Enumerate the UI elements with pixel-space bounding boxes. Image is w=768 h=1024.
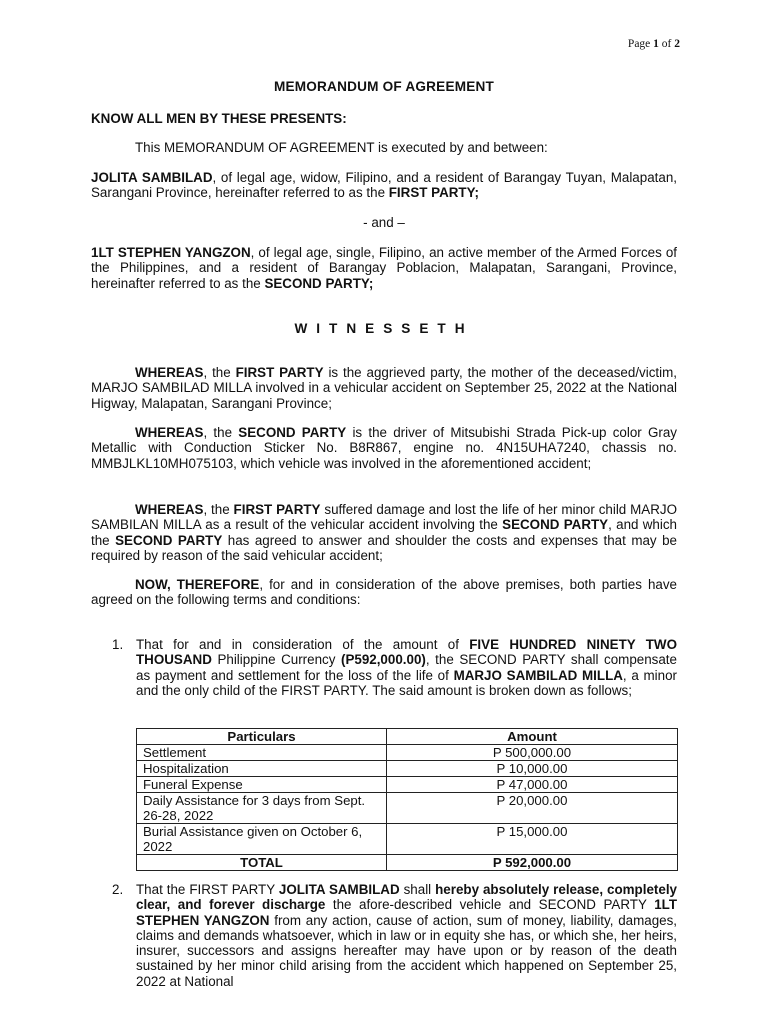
second-party-paragraph: 1LT STEPHEN YANGZON, of legal age, single, Filipino, an active member of the Armed Forces of the Philippines, and a resident of Barangay Poblacion, Malapatan, Sarangani, Province, hereinafter referred to as the SECOND PARTY; — [91, 245, 678, 291]
table-row — [137, 793, 678, 824]
total-amount: P 592,000.00 — [387, 855, 678, 871]
whereas-paragraph-1: WHEREAS, the FIRST PARTY is the aggrieved party, the mother of the deceased/victim, MARJO SAMBILAD MILLA involved in a vehicular accident on September 25, 2022 at the National Higway, Malapatan, Sarangani Province; — [91, 365, 677, 411]
amount-cell: P 20,000.00 — [387, 793, 678, 824]
know-all-heading: KNOW ALL MEN BY THESE PRESENTS: — [91, 111, 347, 126]
first-party-paragraph: JOLITA SAMBILAD, of legal age, widow, Filipino, and a resident of Barangay Tuyan, Malapatan, Sarangani Province, hereinafter referred to as the FIRST PARTY; — [91, 170, 677, 201]
whereas-paragraph-3: WHEREAS, the FIRST PARTY suffered damage and lost the life of her minor child MARJO SAMBILAN MILLA as a result of the vehicular accident involving the SECOND PARTY, and which the SECOND PARTY has agreed to answer and shoulder the costs and expenses that may be required by reason of the said vehicular accident; — [91, 502, 677, 563]
term-item-1-text: That for and in consideration of the amount of FIVE HUNDRED NINETY TWO THOUSAND Philippine Currency (P592,000.00), the SECOND PARTY shall compensate as payment and settlement for the loss of the life of MARJO SAMBILAD MILLA, a minor and the only child of the FIRST PARTY. The said amount is broken down as follows; — [136, 637, 677, 698]
term-item-2-text: That the FIRST PARTY JOLITA SAMBILAD shall hereby absolutely release, completely clear, and forever discharge the afore-described vehicle and SECOND PARTY 1LT STEPHEN YANGZON from any action, cause of action, sum of money, liability, damages, claims and demands whatsoever, which in law or in equity she has, or which she, her heirs, insurer, successors and assigns hereafter may have upon or by reason of the death sustained by her minor child arising from the accident which happened on September 25, 2022 at National — [136, 882, 677, 989]
particular-cell: Funeral Expense — [137, 777, 387, 793]
amount-cell: P 15,000.00 — [387, 824, 678, 855]
particular-cell: Hospitalization — [137, 761, 387, 777]
list-number: 1. — [112, 637, 124, 652]
table-row — [137, 777, 678, 793]
whereas-paragraph-2: WHEREAS, the SECOND PARTY is the driver of Mitsubishi Strada Pick-up color Gray Metallic with Conduction Sticker No. B8R867, engine no. 4N15UHA7240, chassis no. MMBJLKL10MH075103, which vehicle was involved in the aforementioned accident; — [91, 425, 677, 471]
table-row — [137, 824, 678, 855]
breakdown-table — [136, 728, 678, 871]
table-header-row — [137, 729, 678, 745]
total-label: TOTAL — [137, 855, 387, 871]
term-item-1 — [112, 637, 677, 698]
page-number: Page 1 of 2 — [627, 38, 680, 50]
witnesseth-heading: WITNESSETH — [294, 321, 474, 336]
particular-cell: Settlement — [137, 745, 387, 761]
table-total-row — [137, 855, 678, 871]
table-row — [137, 745, 678, 761]
document-title: MEMORANDUM OF AGREEMENT — [273, 79, 495, 94]
column-header-amount: Amount — [387, 729, 678, 745]
amount-cell: P 47,000.00 — [387, 777, 678, 793]
intro-paragraph: This MEMORANDUM OF AGREEMENT is executed by and between: — [135, 140, 548, 155]
now-therefore-paragraph: NOW, THEREFORE, for and in consideration of the above premises, both parties have agreed on the following terms and conditions: — [91, 577, 677, 608]
amount-cell: P 500,000.00 — [387, 745, 678, 761]
particular-cell: Burial Assistance given on October 6, 2022 — [137, 824, 387, 855]
amount-cell: P 10,000.00 — [387, 761, 678, 777]
table-row — [137, 761, 678, 777]
and-separator: - and – — [363, 215, 405, 230]
term-item-2 — [112, 882, 677, 989]
column-header-particulars: Particulars — [137, 729, 387, 745]
list-number: 2. — [112, 882, 124, 897]
particular-cell: Daily Assistance for 3 days from Sept. 26-28, 2022 — [137, 793, 387, 824]
